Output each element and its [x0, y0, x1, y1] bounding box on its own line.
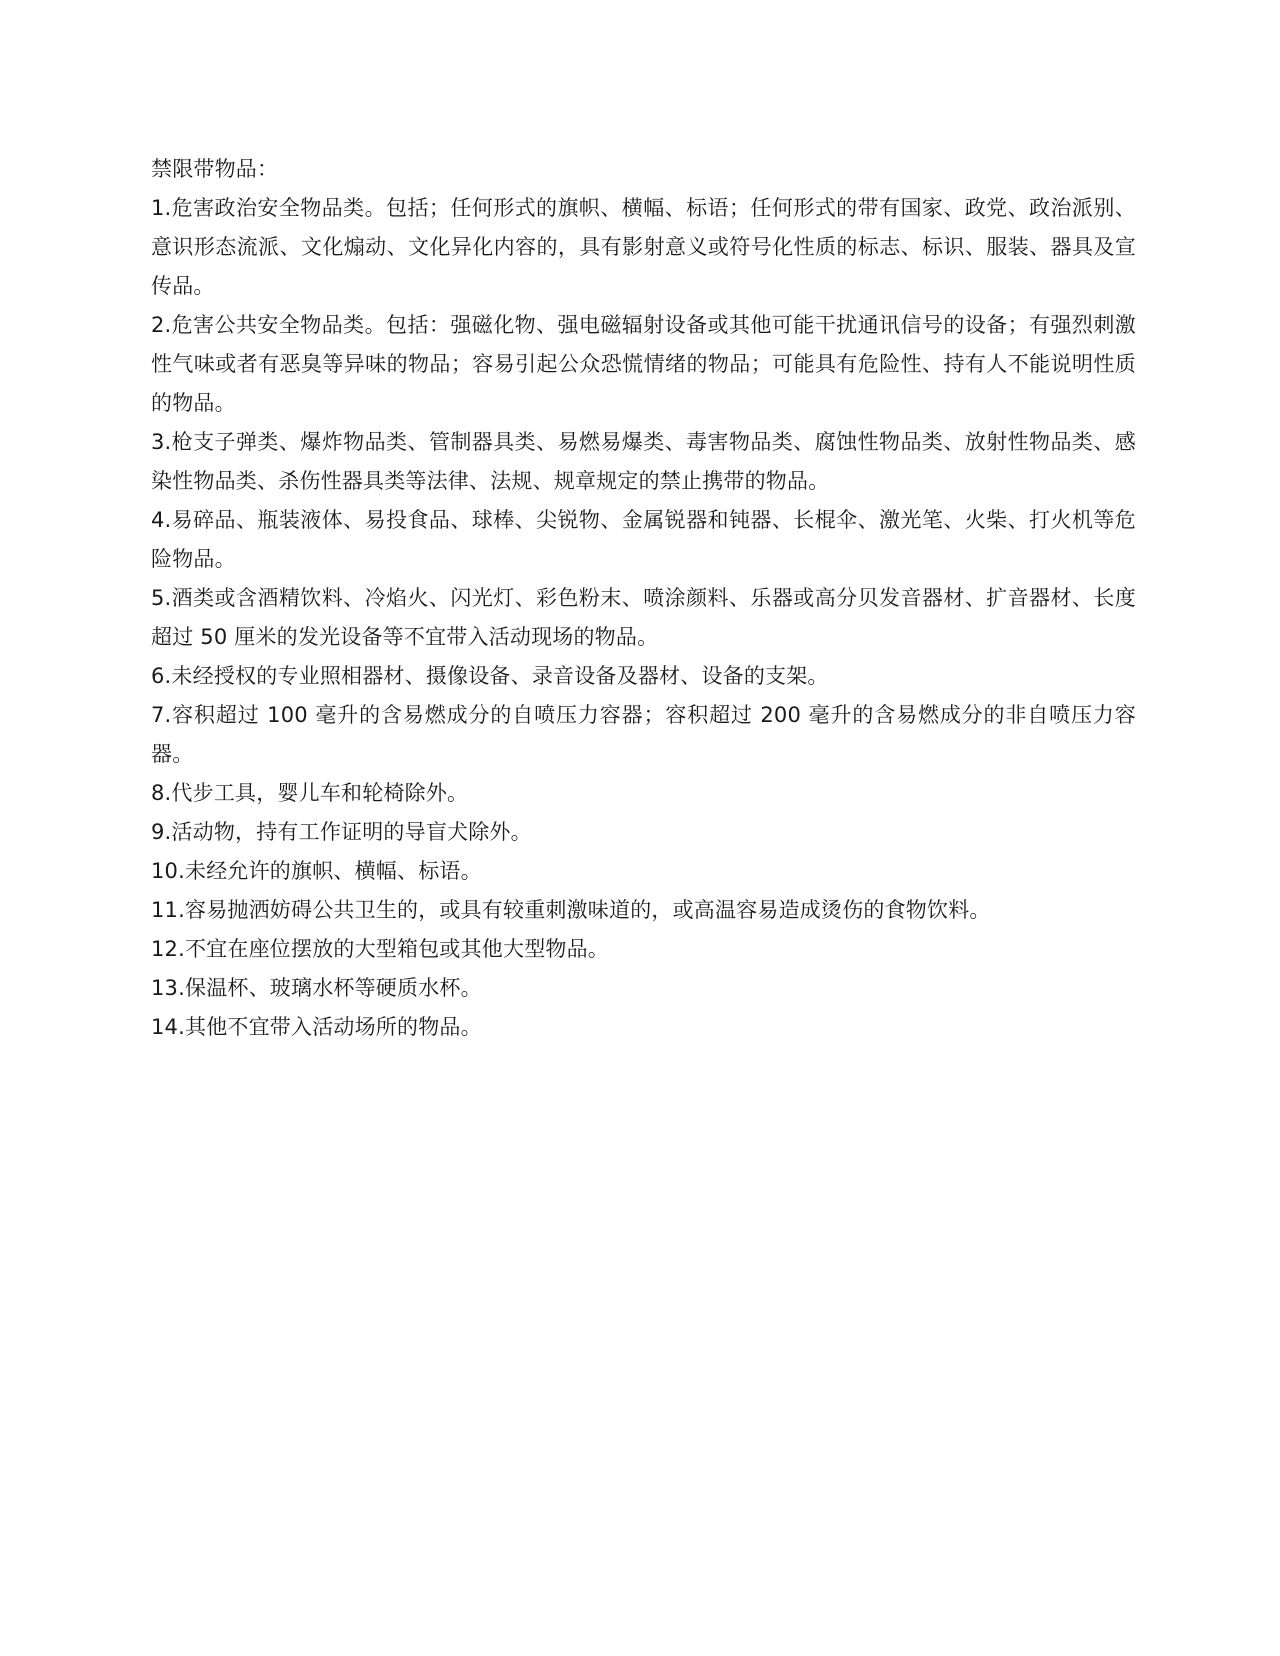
document-heading: 禁限带物品：	[151, 157, 279, 181]
list-item-10: 10.未经允许的旗帜、横幅、标语。	[151, 859, 482, 883]
list-item-7: 7.容积超过 100 毫升的含易燃成分的自喷压力容器；容积超过 200 毫升的含易燃成分的非自喷压力容器。	[151, 703, 1136, 766]
list-item-9: 9.活动物，持有工作证明的导盲犬除外。	[151, 820, 532, 844]
list-item-3: 3.枪支子弹类、爆炸物品类、管制器具类、易燃易爆类、毒害物品类、腐蚀性物品类、放射性物品类、感染性物品类、杀伤性器具类等法律、法规、规章规定的禁止携带的物品。	[151, 430, 1136, 493]
list-item-12: 12.不宜在座位摆放的大型箱包或其他大型物品。	[151, 937, 609, 961]
list-item-2: 2.危害公共安全物品类。包括：强磁化物、强电磁辐射设备或其他可能干扰通讯信号的设备；有强烈刺激性气味或者有恶臭等异味的物品；容易引起公众恐慌情绪的物品；可能具有危险性、持有人不能说明性质的物品。	[151, 313, 1136, 415]
list-item-11: 11.容易抛洒妨碍公共卫生的，或具有较重刺激味道的，或高温容易造成烫伤的食物饮料。	[151, 898, 991, 922]
list-item-6: 6.未经授权的专业照相器材、摄像设备、录音设备及器材、设备的支架。	[151, 664, 829, 688]
list-item-8: 8.代步工具，婴儿车和轮椅除外。	[151, 781, 469, 805]
document-body	[151, 150, 1136, 1047]
list-item-13: 13.保温杯、玻璃水杯等硬质水杯。	[151, 976, 482, 1000]
list-item-4: 4.易碎品、瓶装液体、易投食品、球棒、尖锐物、金属锐器和钝器、长棍伞、激光笔、火柴、打火机等危险物品。	[151, 508, 1136, 571]
list-item-14: 14.其他不宜带入活动场所的物品。	[151, 1015, 482, 1039]
list-item-5: 5.酒类或含酒精饮料、冷焰火、闪光灯、彩色粉末、喷涂颜料、乐器或高分贝发音器材、扩音器材、长度超过 50 厘米的发光设备等不宜带入活动现场的物品。	[151, 586, 1136, 649]
list-item-1: 1.危害政治安全物品类。包括；任何形式的旗帜、横幅、标语；任何形式的带有国家、政党、政治派别、意识形态流派、文化煽动、文化异化内容的，具有影射意义或符号化性质的标志、标识、服装、器具及宣传品。	[151, 196, 1136, 298]
